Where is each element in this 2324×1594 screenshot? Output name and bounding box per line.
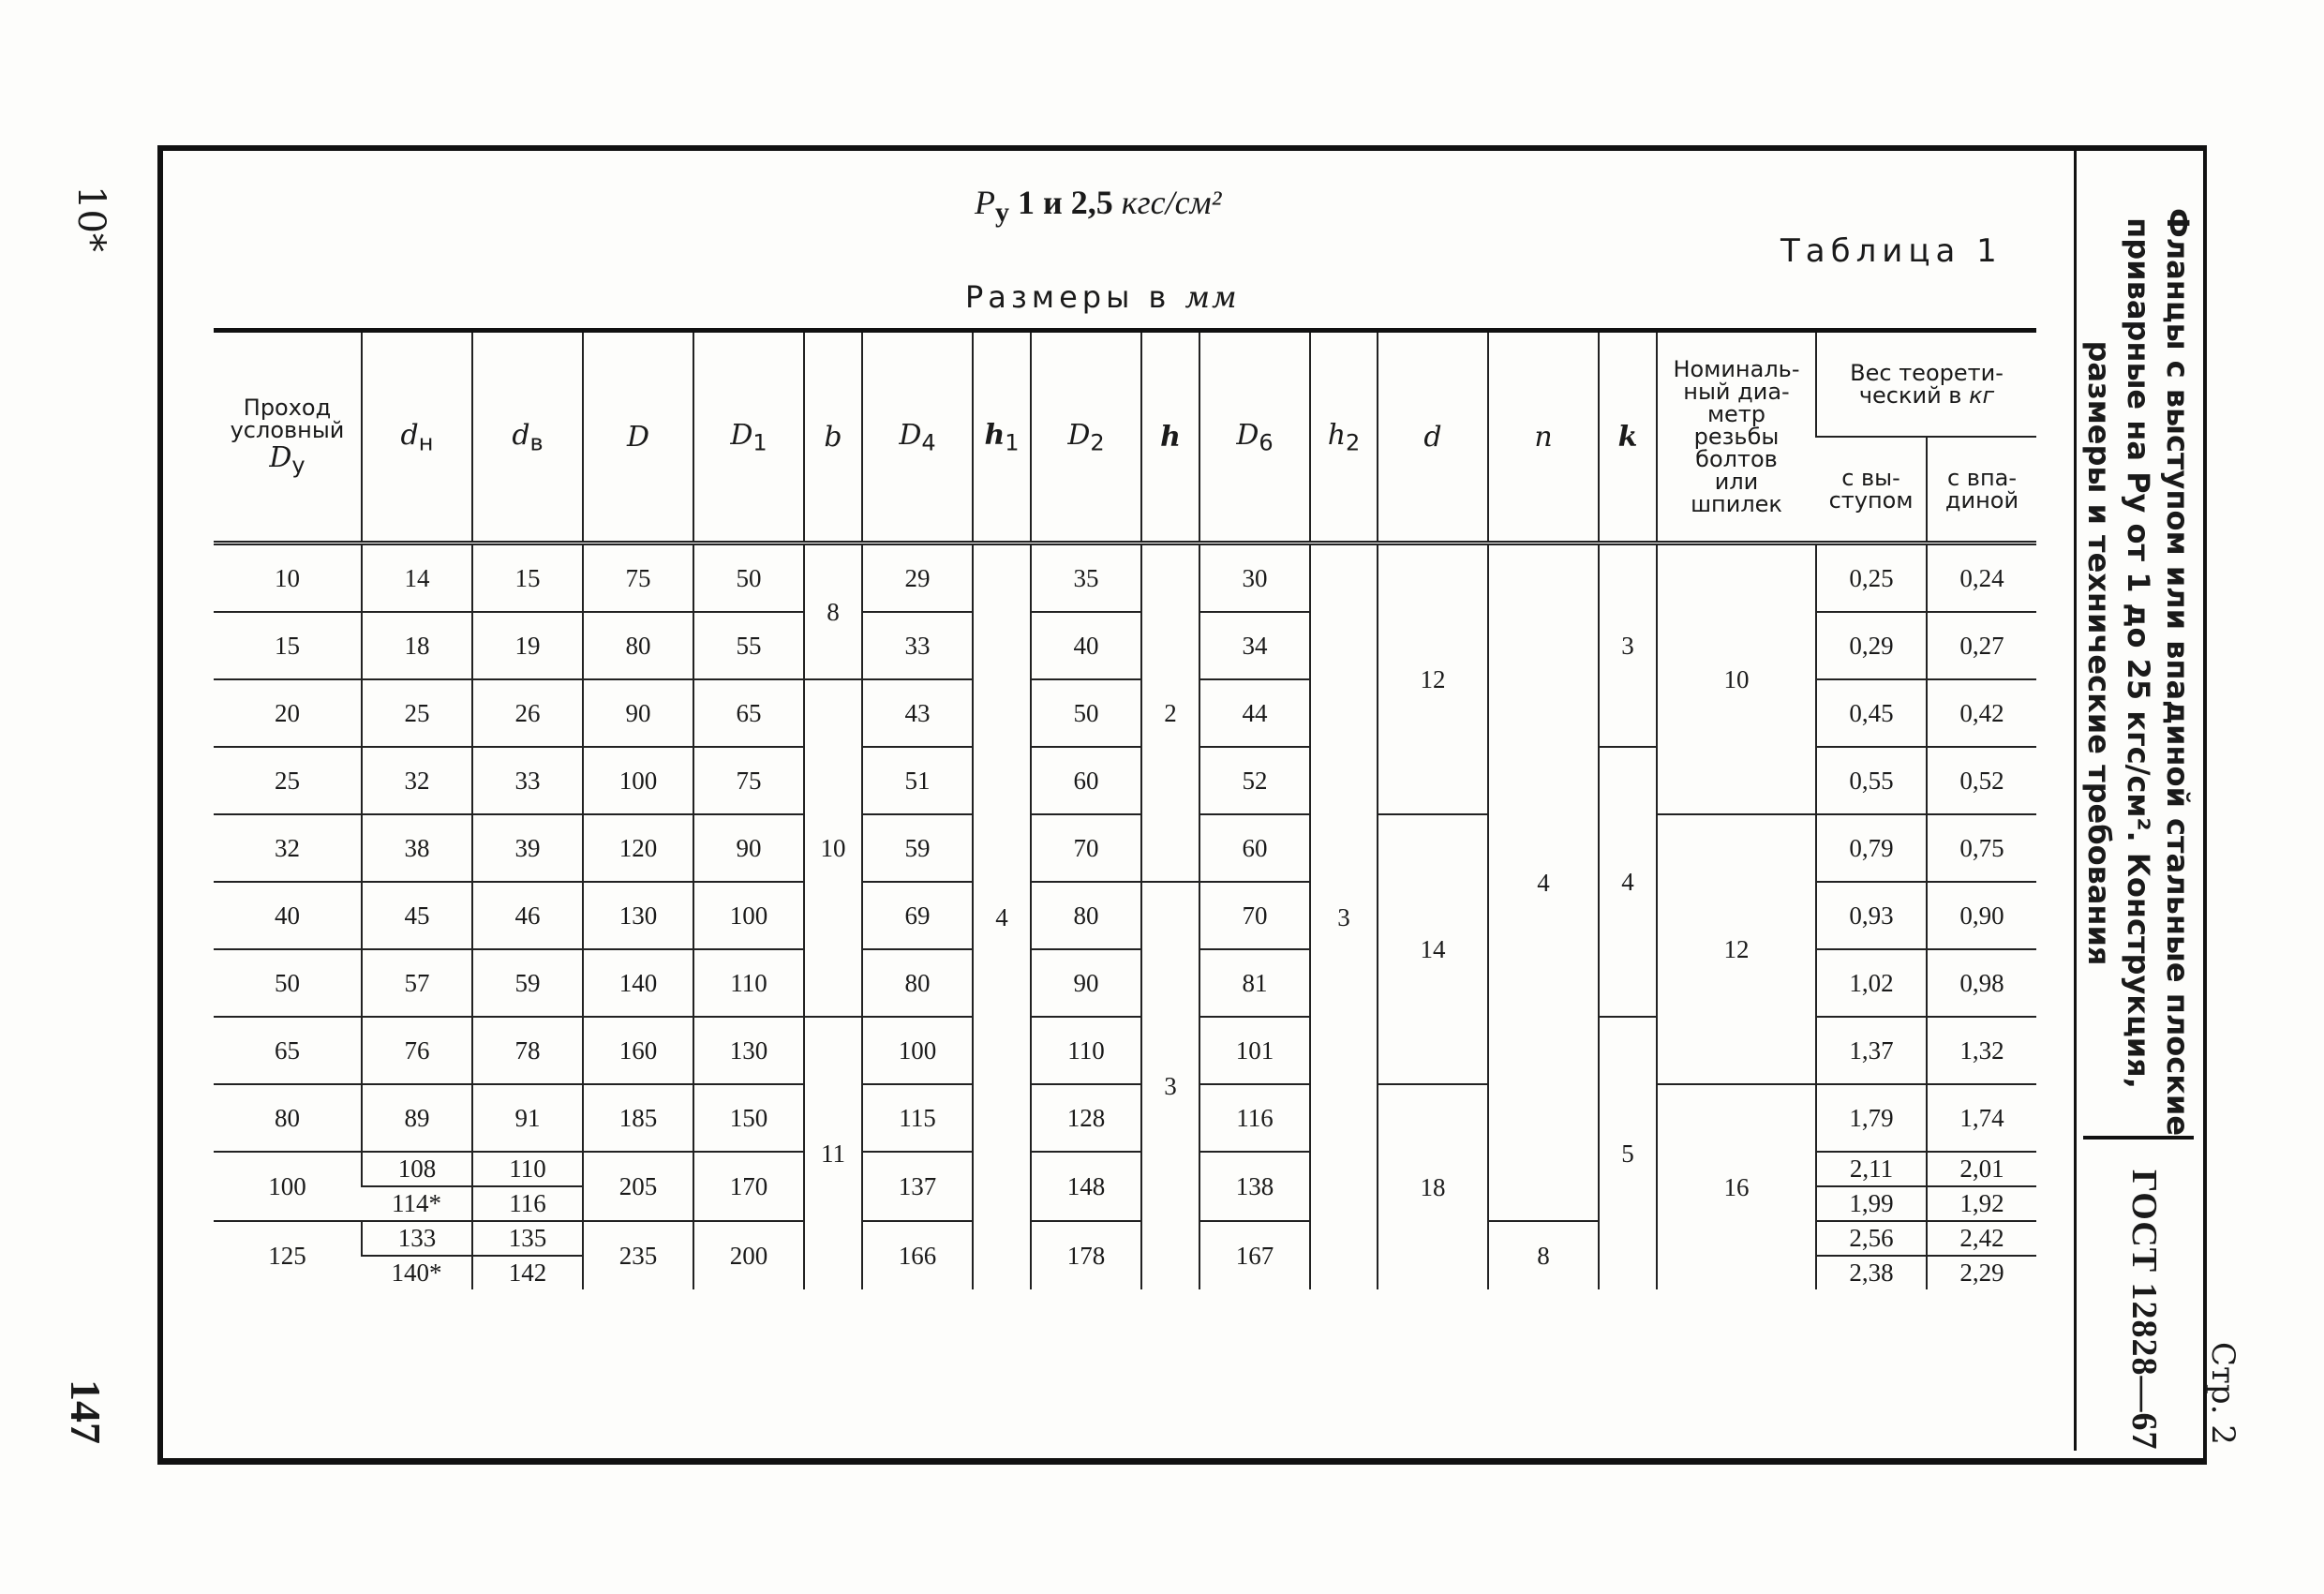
table-cell: 100 [862,1017,973,1084]
document-title-line: Фланцы с выступом или впадиной стальные плоские [2160,208,2196,1137]
table-cell: 2,42 [1927,1221,2036,1256]
table-cell: 78 [472,1017,583,1084]
table-cell: 70 [1199,882,1310,949]
table-cell: 50 [214,949,362,1017]
table-row [214,544,2036,613]
table-cell: 57 [362,949,472,1017]
table-row [214,1084,2036,1152]
table-cell: 140 [583,949,693,1017]
table-cell: 178 [1031,1221,1141,1289]
table-cell: 110 [472,1152,583,1186]
table-cell: 0,27 [1927,612,2036,679]
column-header-text: 1 [1005,429,1020,456]
k-group: 5 [1599,1017,1657,1289]
column-header-text: диной [1944,487,2019,514]
column-header-text: Номиналь- [1673,356,1800,382]
heading-pressure-symbol: P [975,184,995,221]
d-group: 18 [1378,1084,1488,1289]
table-cell: 115 [862,1084,973,1152]
table-cell: 26 [472,679,583,747]
units-label [965,279,1239,315]
table-cell: 108 [362,1152,472,1186]
table-cell: 91 [472,1084,583,1152]
table-cell: 44 [1199,679,1310,747]
column-header-text: кг [1969,382,1995,409]
table-cell: 135 [472,1221,583,1256]
table-cell: 81 [1199,949,1310,1017]
table-cell: 0,79 [1816,814,1927,882]
table-cell: 1,92 [1927,1186,2036,1221]
column-header-text: 4 [921,429,936,456]
b-group: 8 [804,544,862,680]
col-D2 [1031,331,1141,544]
table-cell: 89 [362,1084,472,1152]
table-cell: 1,74 [1927,1084,2036,1152]
column-header-text: h [1160,420,1181,454]
column-header-text: условный [230,417,345,444]
column-header-text: болтов [1695,446,1778,472]
table-cell: 0,24 [1927,544,2036,613]
table-cell: 120 [583,814,693,882]
d-group: 14 [1378,814,1488,1084]
table-cell: 75 [583,544,693,613]
col-weight [1816,331,2036,438]
col-weight-tongue [1816,437,1927,544]
col-h [1141,331,1199,544]
table-heading [975,183,1221,229]
table-cell: 59 [862,814,973,882]
table-cell: 51 [862,747,973,814]
heading-unit: кгс/см² [1121,184,1222,221]
column-header-text: метр [1706,401,1766,427]
col-weight-groove [1927,437,2036,544]
table-cell: 1,99 [1816,1186,1927,1221]
n-group: 8 [1488,1221,1599,1289]
d-group: 12 [1378,544,1488,815]
column-header-text: с вы- [1841,465,1900,491]
table-cell: 0,42 [1927,679,2036,747]
column-header-text: d [400,419,419,453]
table-cell: 2,11 [1816,1152,1927,1186]
table-cell: 32 [362,747,472,814]
col-k [1599,331,1657,544]
table-cell: 1,37 [1816,1017,1927,1084]
table-cell: 148 [1031,1152,1141,1221]
column-header-text: Проход [243,395,332,422]
table-cell: 29 [862,544,973,613]
table-cell: 205 [583,1152,693,1221]
table-cell: 25 [362,679,472,747]
column-header-text: с впа- [1946,465,2018,491]
document-title-line: приварные на Pу от 1 до 25 кгс/см². Конструкция, [2121,217,2156,1089]
column-header-text: D [899,419,922,453]
table-cell: 39 [472,814,583,882]
column-header-text: н [418,429,434,456]
table-cell: 65 [693,679,804,747]
top-mark: 10* [69,186,112,252]
col-dn [362,331,472,544]
table-cell: 75 [693,747,804,814]
thread-group: 10 [1657,544,1816,815]
table-cell: 0,98 [1927,949,2036,1017]
table-cell: 40 [1031,612,1141,679]
b-group: 11 [804,1017,862,1289]
column-header-text: D [269,441,292,475]
table-cell: 33 [862,612,973,679]
table-cell: 25 [214,747,362,814]
col-D4 [862,331,973,544]
table-cell: 15 [214,612,362,679]
table-cell: 80 [862,949,973,1017]
flange-dimensions-table [214,328,2036,1289]
table-cell: 110 [1031,1017,1141,1084]
table-cell: 160 [583,1017,693,1084]
gost-number: ГОСТ 12828—67 [2124,1169,2164,1451]
heading-values: 1 и 2,5 [1009,184,1122,221]
column-header-text: 1 [752,429,767,456]
table-cell: 45 [362,882,472,949]
table-cell: 200 [693,1221,804,1289]
table-cell: 34 [1199,612,1310,679]
table-cell: 116 [1199,1084,1310,1152]
table-cell: 114* [362,1186,472,1221]
table-cell: 65 [214,1017,362,1084]
document-title [2079,208,2197,1137]
column-header-text: Вес теорети- [1850,360,2004,386]
col-nominal-bore [214,331,362,544]
table-cell: 32 [214,814,362,882]
column-header-text: b [824,420,842,454]
column-header-text: в [529,429,544,456]
table-cell: 30 [1199,544,1310,613]
column-header-text: k [1617,420,1638,454]
k-group: 4 [1599,747,1657,1017]
table-cell: 60 [1031,747,1141,814]
table-cell: 55 [693,612,804,679]
page-number: 147 [62,1379,110,1444]
table-cell: 80 [1031,882,1141,949]
col-thread-diameter [1657,331,1816,544]
column-header-text: ческий в [1858,382,1970,409]
table-cell: 142 [472,1256,583,1289]
b-group: 10 [804,679,862,1017]
table-cell: 0,75 [1927,814,2036,882]
thread-group: 16 [1657,1084,1816,1289]
table-cell: 35 [1031,544,1141,613]
col-d [1378,331,1488,544]
table-cell: 133 [362,1221,472,1256]
table-cell: 128 [1031,1084,1141,1152]
table-cell: 2,01 [1927,1152,2036,1186]
table-cell: 14 [362,544,472,613]
table-cell: 2,38 [1816,1256,1927,1289]
table-cell: 101 [1199,1017,1310,1084]
col-D [583,331,693,544]
table-cell: 100 [214,1152,362,1221]
table-cell: 110 [693,949,804,1017]
column-header-text: у [291,452,305,479]
table-row [214,814,2036,882]
h1-group: 4 [973,544,1031,1290]
column-header-text: 6 [1259,429,1274,456]
column-header-text: n [1534,420,1553,454]
table-cell: 1,32 [1927,1017,2036,1084]
column-header-text: h [1327,419,1347,453]
table-cell: 33 [472,747,583,814]
table-cell: 15 [472,544,583,613]
table-cell: 0,90 [1927,882,2036,949]
col-b [804,331,862,544]
table-body [214,544,2036,1290]
table-number: Таблица 1 [1780,232,2003,270]
side-page-label: Стр. 2 [2204,1342,2242,1445]
table-cell: 185 [583,1084,693,1152]
table-cell: 70 [1031,814,1141,882]
table-cell: 0,55 [1816,747,1927,814]
col-dv [472,331,583,544]
column-header-text: шпилек [1691,491,1782,517]
h2-group: 3 [1310,544,1378,1290]
units-text: Размеры в [965,279,1185,315]
table-cell: 90 [583,679,693,747]
col-h1 [973,331,1031,544]
document-title-line: размеры и технические требования [2081,340,2117,966]
table-cell: 60 [1199,814,1310,882]
column-header-text: 2 [1346,429,1361,456]
table-cell: 138 [1199,1152,1310,1221]
k-group: 3 [1599,544,1657,748]
table-cell: 170 [693,1152,804,1221]
column-header-text: резьбы [1693,424,1780,450]
table-cell: 80 [583,612,693,679]
table-cell: 43 [862,679,973,747]
table-cell: 90 [1031,949,1141,1017]
table-cell: 38 [362,814,472,882]
h-group: 2 [1141,544,1199,883]
table-cell: 2,29 [1927,1256,2036,1289]
col-D1 [693,331,804,544]
table-cell: 20 [214,679,362,747]
table-cell: 19 [472,612,583,679]
column-header-text: ный диа- [1683,379,1790,405]
table-cell: 100 [583,747,693,814]
table-cell: 46 [472,882,583,949]
table-cell: 166 [862,1221,973,1289]
table-cell: 52 [1199,747,1310,814]
table-cell: 80 [214,1084,362,1152]
table-cell: 140* [362,1256,472,1289]
table-cell: 69 [862,882,973,949]
table-cell: 18 [362,612,472,679]
table-cell: 125 [214,1221,362,1289]
table-cell: 137 [862,1152,973,1221]
table-cell: 50 [1031,679,1141,747]
h-group: 3 [1141,882,1199,1289]
table-cell: 0,29 [1816,612,1927,679]
table-cell: 0,45 [1816,679,1927,747]
table-cell: 100 [693,882,804,949]
table-cell: 59 [472,949,583,1017]
table-cell: 50 [693,544,804,613]
table-cell: 1,02 [1816,949,1927,1017]
table-cell: 0,25 [1816,544,1927,613]
heading-subscript: у [995,197,1009,229]
column-header-text: D [1067,419,1091,453]
table-cell: 235 [583,1221,693,1289]
table-cell: 10 [214,544,362,613]
table-cell: 167 [1199,1221,1310,1289]
table-cell: 150 [693,1084,804,1152]
column-header-text: h [984,419,1006,453]
col-D6 [1199,331,1310,544]
table-cell: 0,52 [1927,747,2036,814]
column-header-text: 2 [1090,429,1105,456]
column-header-text: D [626,420,650,454]
column-header-text: или [1714,469,1759,495]
table-cell: 0,93 [1816,882,1927,949]
table-cell: 90 [693,814,804,882]
col-h2 [1310,331,1378,544]
table-cell: 130 [693,1017,804,1084]
thread-group: 12 [1657,814,1816,1084]
units-unit: мм [1184,279,1239,315]
column-header-text: D [730,419,753,453]
column-header-text: D [1236,419,1259,453]
column-header-text: d [1423,420,1442,454]
side-divider [2083,1136,2194,1140]
table-cell: 116 [472,1186,583,1221]
n-group: 4 [1488,544,1599,1222]
column-header-text: d [512,419,530,453]
table-cell: 76 [362,1017,472,1084]
table-cell: 40 [214,882,362,949]
column-header-text: ступом [1828,487,1914,514]
col-n [1488,331,1599,544]
table-cell: 130 [583,882,693,949]
table-cell: 1,79 [1816,1084,1927,1152]
table-cell: 2,56 [1816,1221,1927,1256]
